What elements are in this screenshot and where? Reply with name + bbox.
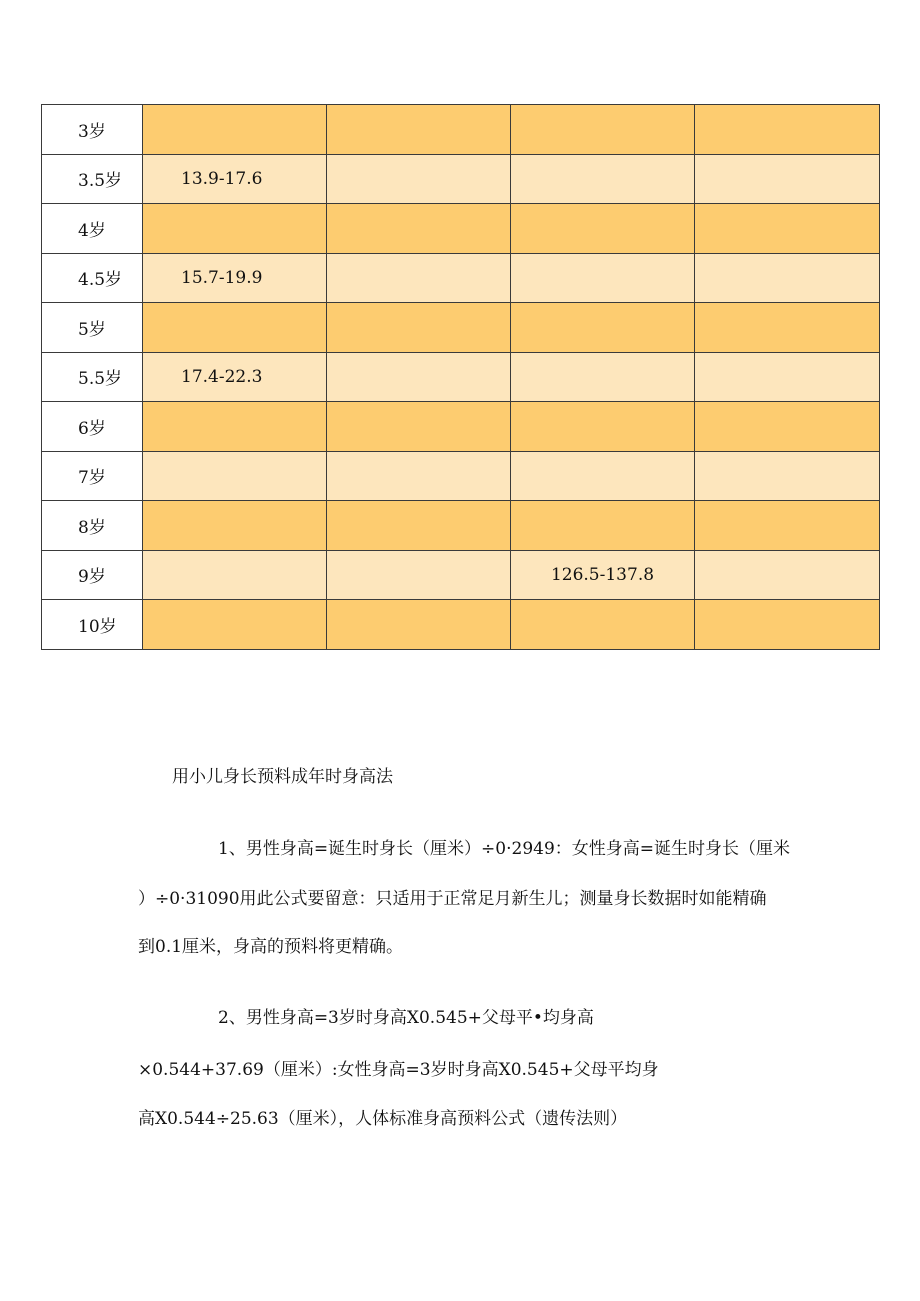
value-cell (695, 451, 880, 501)
value-cell (511, 600, 695, 650)
value-cell (327, 501, 511, 551)
value-cell (143, 451, 327, 501)
paragraph-1-line-2: ）÷0·31090用此公式要留意：只适用于正常足月新生儿；测量身长数据时如能精确 (138, 889, 767, 909)
value-cell (143, 501, 327, 551)
value-cell (511, 402, 695, 452)
value-cell (695, 550, 880, 600)
paragraph-2-line-2: ×0.544+37.69（厘米）:女性身高=3岁时身高X0.545+父母平均身 (138, 1060, 659, 1080)
value-cell (695, 600, 880, 650)
value-cell: 126.5-137.8 (511, 550, 695, 600)
table-row (42, 352, 880, 402)
age-cell: 6岁 (42, 402, 143, 452)
age-cell: 9岁 (42, 550, 143, 600)
value-cell (327, 550, 511, 600)
value-cell (695, 501, 880, 551)
table-row (42, 204, 880, 254)
value-cell: 17.4-22.3 (143, 352, 327, 402)
value-cell (511, 303, 695, 353)
paragraph-2-line-3: 高X0.544÷25.63（厘米），人体标准身高预料公式（遗传法则） (138, 1109, 628, 1129)
paragraph-1-line-1: 1、男性身高=诞生时身长（厘米）÷0·2949：女性身高=诞生时身长（厘米 (218, 839, 791, 859)
age-cell: 10岁 (42, 600, 143, 650)
value-cell (695, 352, 880, 402)
age-cell: 4岁 (42, 204, 143, 254)
value-cell (511, 253, 695, 303)
value-cell: 15.7-19.9 (143, 253, 327, 303)
section-heading: 用小儿身长预料成年时身高法 (172, 767, 393, 787)
value-cell (143, 600, 327, 650)
value-cell (511, 451, 695, 501)
value-cell (327, 204, 511, 254)
paragraph-1-line-3: 到0.1厘米，身高的预料将更精确。 (138, 937, 404, 957)
table-row (42, 154, 880, 204)
value-cell (511, 501, 695, 551)
table-row (42, 451, 880, 501)
value-cell (327, 451, 511, 501)
growth-table-body (42, 105, 880, 650)
value-cell (327, 352, 511, 402)
value-cell (695, 303, 880, 353)
table-row (42, 550, 880, 600)
value-cell (143, 204, 327, 254)
paragraph-2-line-1: 2、男性身高=3岁时身高X0.545+父母平•均身高 (218, 1008, 594, 1028)
value-cell (695, 204, 880, 254)
age-cell: 5.5岁 (42, 352, 143, 402)
value-cell (143, 402, 327, 452)
value-cell (327, 105, 511, 155)
age-cell: 3.5岁 (42, 154, 143, 204)
growth-table (41, 104, 880, 650)
value-cell (143, 105, 327, 155)
value-cell (511, 154, 695, 204)
value-cell (511, 105, 695, 155)
value-cell (511, 352, 695, 402)
value-cell (327, 154, 511, 204)
value-cell (143, 550, 327, 600)
age-cell: 7岁 (42, 451, 143, 501)
value-cell (327, 303, 511, 353)
value-cell (695, 154, 880, 204)
age-cell: 8岁 (42, 501, 143, 551)
value-cell (695, 105, 880, 155)
table-row (42, 303, 880, 353)
table-row (42, 402, 880, 452)
value-cell (327, 253, 511, 303)
table-row (42, 600, 880, 650)
value-cell (695, 253, 880, 303)
table-row (42, 105, 880, 155)
value-cell (511, 204, 695, 254)
value-cell (143, 303, 327, 353)
value-cell: 13.9-17.6 (143, 154, 327, 204)
age-cell: 4.5岁 (42, 253, 143, 303)
age-cell: 3岁 (42, 105, 143, 155)
value-cell (327, 402, 511, 452)
age-cell: 5岁 (42, 303, 143, 353)
table-row (42, 501, 880, 551)
value-cell (327, 600, 511, 650)
table-row (42, 253, 880, 303)
value-cell (695, 402, 880, 452)
